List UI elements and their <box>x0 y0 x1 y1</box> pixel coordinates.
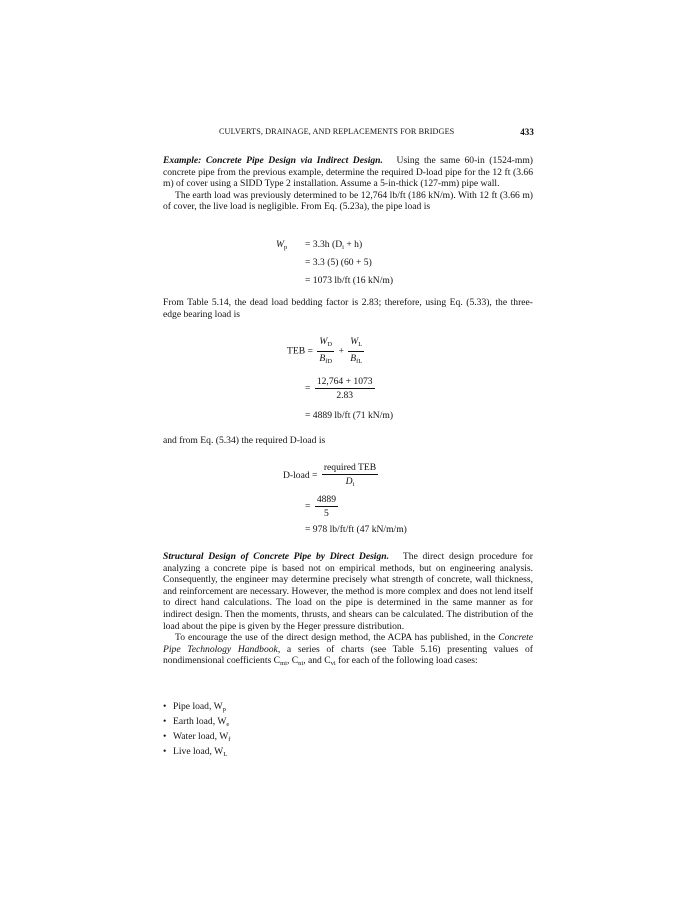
list-item: • Pipe load, $W_p$ <box>163 701 226 713</box>
equation-pipe-load-line-3: = 1073 lb/ft (16 kN/m) <box>305 275 394 286</box>
paragraph-bedding-factor: From Table 5.14, the dead load bedding factor is 2.83; therefore, using Eq. (5.33), the three-edge bearing load is <box>163 297 533 320</box>
equation-pipe-load-line-1: = 3.3h $(D_i + h)$ <box>305 239 363 251</box>
example-paragraph-1: Using the same 60-in (1524-mm) concrete pipe from the previous example, determine the required D-load pipe for the 12 ft (3.66 m) of cover using a SIDD Type 2 installation. Assume a 5-in-thick (127-mm) pipe wall. <box>163 155 533 190</box>
equation-teb-result: = 4889 lb/ft (71 kN/m) <box>305 410 394 421</box>
structural-heading: Structural Design of Concrete Pipe by Direct Design. <box>163 551 390 562</box>
structural-paragraph-2: To encourage the use of the direct design method, the ACPA has published, in the Concrete Pipe Technology Handbook, a series of charts (see Table 5.16) presenting values of nondimensional coefficients $C_{mi}$, $C_{ni}$, and $C_{vi}$ for each of the following load cases: <box>163 632 533 668</box>
example-paragraph-2: The earth load was previously determined to be 12,764 lb/ft (186 kN/m). With 12 ft (3.66 m) of cover, the live load is negligible. From Eq. (5.23a), the pipe load is <box>163 189 533 213</box>
equation-teb-step: = $\frac{12,764 + 1073}{2.83}$ <box>305 376 373 401</box>
list-item: • Live load, $W_L$ <box>163 746 228 758</box>
structural-paragraph-1: The direct design procedure for analyzing a concrete pipe is based not on empirical methods, but on engineering analysis. Consequently, the engineer may determine precisely what strength of concrete, wall thickness, and reinforcement are necessary. However, the method is more complex and does not lend itself to direct hand calculations. The load on the pipe is determined in the same manner as for indirect design. Then the moments, thrusts, and shears can be calculated. The distribution of the load about the pipe is given by the Heger pressure distribution. <box>163 551 533 632</box>
equation-pipe-load-line-2: = 3.3 (5) (60 + 5) <box>305 257 372 268</box>
list-item: • Earth load, $W_e$ <box>163 716 230 728</box>
equation-dload-step: = $\frac{4889}{5}$ <box>305 494 337 519</box>
example-heading: Example: Concrete Pipe Design via Indirect Design. <box>163 155 383 166</box>
equation-teb: TEB = $\frac{W_D}{B_{fD}}$ + $\frac{W_L}{B_{fL}}$ <box>287 336 363 365</box>
example-section <box>163 155 533 213</box>
page-header <box>162 127 534 139</box>
list-item: • Water load, $W_f$ <box>163 731 231 743</box>
equation-pipe-load-lhs: $W_p$ <box>276 239 288 251</box>
equation-dload: D-load = $\frac{\text{required TEB}}{D_i}$ <box>283 462 377 488</box>
paragraph-required-dload: and from Eq. (5.34) the required D-load is <box>163 435 326 446</box>
equation-dload-result: = 978 lb/ft/ft (47 kN/m/m) <box>305 524 407 535</box>
structural-section <box>163 551 533 670</box>
page-number: 433 <box>520 127 534 137</box>
running-title: CULVERTS, DRAINAGE, AND REPLACEMENTS FOR BRIDGES <box>219 127 455 136</box>
